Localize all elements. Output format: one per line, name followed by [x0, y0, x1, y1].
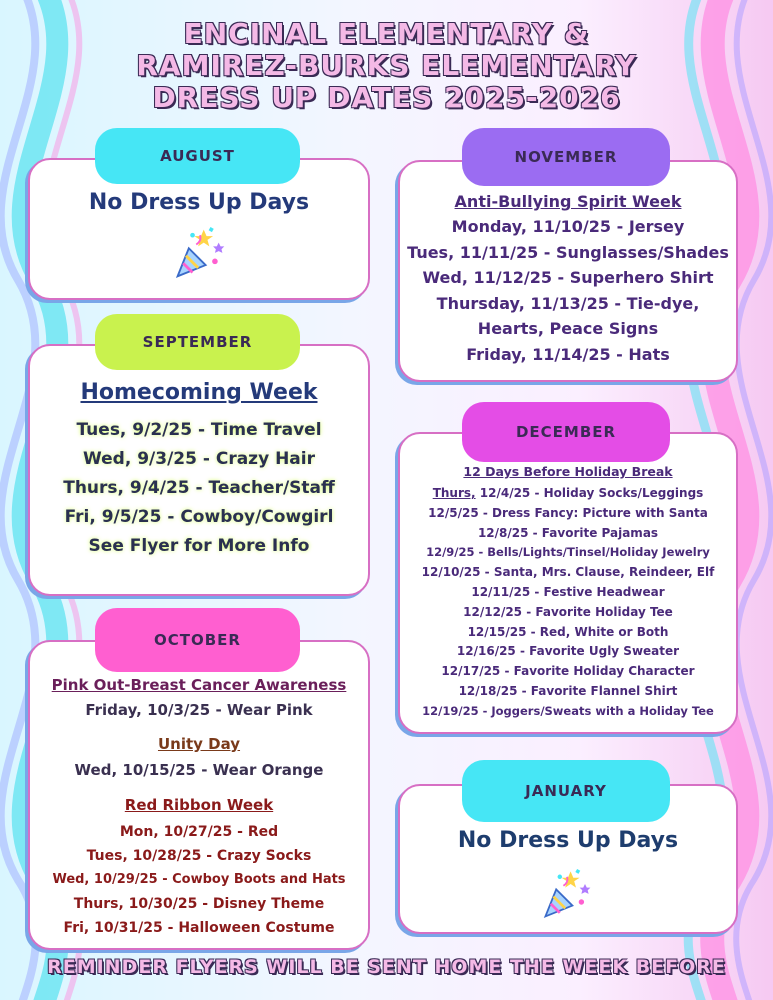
page-title: [0, 18, 773, 114]
august-note: No Dress Up Days: [88, 190, 310, 215]
december-card: [398, 432, 738, 734]
september-heading: Homecoming Week: [80, 380, 318, 405]
december-item: 12/10/25 - Santa, Mrs. Clause, Reindeer, Elf: [421, 565, 715, 580]
october-ribbon-item: Fri, 10/31/25 - Halloween Costume: [63, 920, 335, 936]
october-pink-item: Friday, 10/3/25 - Wear Pink: [85, 701, 313, 719]
september-item: Fri, 9/5/25 - Cowboy/Cowgirl: [64, 507, 334, 527]
october-tab: OCTOBER: [95, 608, 300, 672]
august-tab: AUGUST: [95, 128, 300, 184]
december-item: 12/17/25 - Favorite Holiday Character: [441, 664, 695, 679]
december-first-rest: 12/4/25 - Holiday Socks/Leggings: [475, 486, 704, 500]
title-line-3: DRESS UP DATES 2025-2026: [152, 81, 621, 114]
december-list: [400, 484, 736, 722]
september-item: See Flyer for More Info: [88, 536, 310, 556]
december-item: 12/12/25 - Favorite Holiday Tee: [463, 604, 673, 619]
november-item: Hearts, Peace Signs: [477, 319, 659, 338]
december-item: [400, 484, 736, 504]
october-ribbon-item: Wed, 10/29/25 - Cowboy Boots and Hats: [52, 872, 346, 887]
november-card: [398, 160, 738, 382]
october-ribbon-heading: Red Ribbon Week: [124, 796, 274, 814]
october-pink-heading: Pink Out-Breast Cancer Awareness: [51, 676, 347, 694]
november-heading: Anti-Bullying Spirit Week: [454, 192, 682, 211]
november-item: Tues, 11/11/25 - Sunglasses/Shades: [407, 242, 729, 262]
october-ribbon-item: Thurs, 10/30/25 - Disney Theme: [73, 896, 325, 912]
october-ribbon-item: Tues, 10/28/25 - Crazy Socks: [86, 848, 312, 864]
september-item: Wed, 9/3/25 - Crazy Hair: [83, 449, 315, 469]
october-unity-heading: Unity Day: [157, 735, 241, 753]
december-item: 12/11/25 - Festive Headwear: [471, 584, 665, 599]
october-card: [28, 640, 370, 950]
september-card: [28, 344, 370, 596]
january-note: No Dress Up Days: [457, 828, 679, 853]
december-item: 12/5/25 - Dress Fancy: Picture with Santa: [428, 505, 708, 520]
october-ribbon-item: Mon, 10/27/25 - Red: [119, 824, 279, 840]
october-ribbon-list: [30, 820, 368, 940]
september-item: Tues, 9/2/25 - Time Travel: [76, 420, 322, 440]
november-item: Wed, 11/12/25 - Superhero Shirt: [422, 268, 714, 287]
september-list: [30, 416, 368, 561]
december-first-prefix: Thurs,: [432, 486, 476, 500]
december-tab: DECEMBER: [462, 402, 670, 462]
party-popper-icon: [172, 224, 228, 280]
title-line-1: ENCINAL ELEMENTARY &: [183, 17, 590, 50]
december-item: 12/15/25 - Red, White or Both: [467, 624, 669, 639]
december-item: 12/16/25 - Favorite Ugly Sweater: [456, 644, 680, 659]
december-item: 12/18/25 - Favorite Flannel Shirt: [458, 683, 678, 698]
november-list: [400, 214, 736, 367]
title-line-2: RAMIREZ-BURKS ELEMENTARY: [136, 49, 637, 82]
november-item: Friday, 11/14/25 - Hats: [466, 344, 670, 364]
footer-reminder: REMINDER FLYERS WILL BE SENT HOME THE WEEK BEFORE: [47, 956, 726, 978]
january-tab: JANUARY: [462, 760, 670, 822]
december-heading: 12 Days Before Holiday Break: [463, 464, 673, 479]
september-item: Thurs, 9/4/25 - Teacher/Staff: [63, 478, 335, 498]
november-tab: NOVEMBER: [462, 128, 670, 186]
party-popper-icon: [540, 866, 594, 920]
november-item: Thursday, 11/13/25 - Tie-dye,: [436, 293, 700, 313]
october-unity-item: Wed, 10/15/25 - Wear Orange: [74, 761, 324, 779]
december-item: 12/9/25 - Bells/Lights/Tinsel/Holiday Jewelry: [426, 545, 710, 560]
december-item: 12/19/25 - Joggers/Sweats with a Holiday Tee: [422, 703, 714, 718]
december-item: 12/8/25 - Favorite Pajamas: [477, 525, 659, 540]
september-tab: SEPTEMBER: [95, 314, 300, 370]
november-item: Monday, 11/10/25 - Jersey: [451, 217, 685, 236]
